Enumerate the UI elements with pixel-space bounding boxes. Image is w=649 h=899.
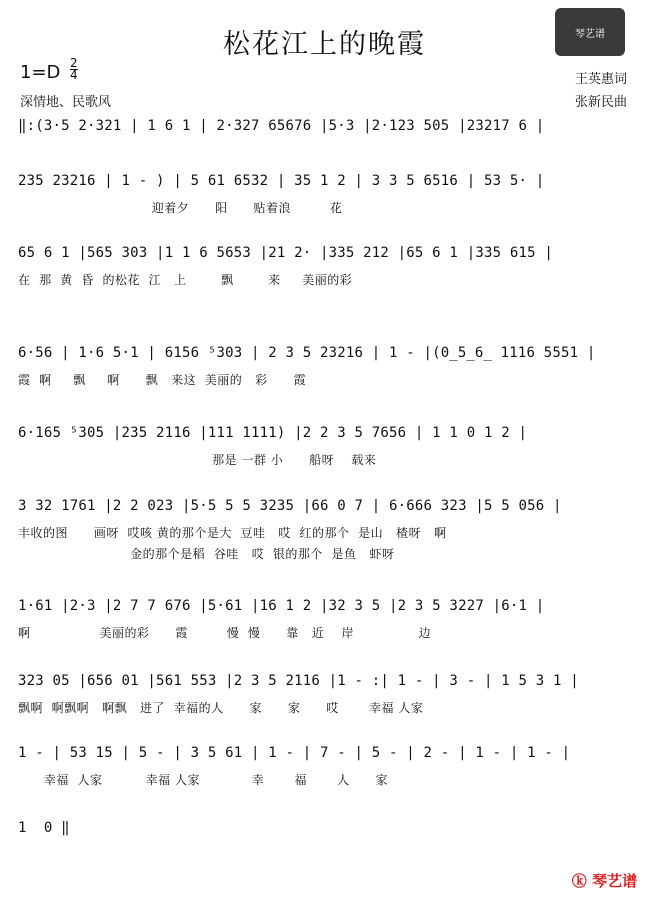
notation-row: 1 - | 53 15 | 5 - | 3 5 61 | 1 - | 7 - | 5 - | 2 - | 1 - | 1 - | xyxy=(18,745,571,761)
lyric-line: 幸福 人家 幸福 人家 幸 福 人 家 xyxy=(18,773,389,787)
lyric-line: 丰收的图 画呀 哎咳 黄的那个是大 豆哇 哎 红的那个 是山 楂呀 啊 xyxy=(18,526,447,540)
notation-row: 3 32 1761 |2 2 023 |5·5 5 5 3235 |66 0 7 | 6·666 323 |5 5 056 | xyxy=(18,498,562,514)
lyric-line: 在 那 黄 昏 的松花 江 上 飘 来 美丽的彩 xyxy=(18,273,353,287)
notation-row: 6·56 | 1·6 5·1 | 6156 ⁵303 | 2 3 5 23216 | 1 - |(0̲5̲6̲ 1116 5551 | xyxy=(18,345,596,361)
lyric-line: 迎着夕 阳 贴着浪 花 xyxy=(18,201,343,215)
lyricist-credit: 王英惠词 xyxy=(574,72,627,87)
notation-row: 1 0 ‖ xyxy=(18,820,70,836)
key-signature: 1=D xyxy=(20,62,61,83)
notation-row: 1·61 |2·3 |2 7 7 676 |5·61 |16 1 2 |32 3 5 |2 3 5 3227 |6·1 | xyxy=(18,598,545,614)
notation-row: ‖:(3·5 2·321 | 1 6 1 | 2·327 65676 |5·3 |2·123 505 |23217 6 | xyxy=(18,118,545,134)
notation-row: 235 23216 | 1 - ) | 5 61 6532 | 35 1 2 | 3 3 5 6516 | 53 5· | xyxy=(18,173,545,189)
composer-credit: 张新民曲 xyxy=(574,95,627,110)
watermark-logo xyxy=(572,870,637,891)
lyric-line: 飘啊 啊飘啊 啊飘 进了 幸福的人 家 家 哎 幸福 人家 xyxy=(18,701,424,715)
time-bottom: 4 xyxy=(70,68,78,82)
lyric-line: 啊 美丽的彩 霞 慢 慢 靠 近 岸 边 xyxy=(18,626,432,640)
publisher-seal xyxy=(555,8,625,56)
time-signature xyxy=(70,58,78,81)
watermark-text: 琴艺谱 xyxy=(591,872,637,890)
lyric-line: 那是 一群 小 船呀 载来 xyxy=(18,453,377,467)
style-marking: 深情地、民歌风 xyxy=(20,95,112,110)
lyric-line: 霞 啊 飘 啊 飘 来这 美丽的 彩 霞 xyxy=(18,373,307,387)
song-title: 松花江上的晚霞 xyxy=(223,29,426,60)
seal-text: 琴艺谱 xyxy=(575,28,605,40)
watermark-icon: ⓚ xyxy=(571,872,587,890)
time-top: 2 xyxy=(70,56,78,70)
notation-row: 323 05 |656 01 |561 553 |2 3 5 2116 |1 - :| 1 - | 3 - | 1 5 3 1 | xyxy=(18,673,579,689)
lyric-line: 金的那个是稻 谷哇 哎 银的那个 是鱼 虾呀 xyxy=(18,547,395,561)
notation-row: 65 6 1 |565 303 |1 1 6 5653 |21 2· |335 212 |65 6 1 |335 615 | xyxy=(18,245,553,261)
notation-row: 6·165 ⁵305 |235 2116 |111 1111) |2 2 3 5 7656 | 1 1 0 1 2 | xyxy=(18,425,528,441)
